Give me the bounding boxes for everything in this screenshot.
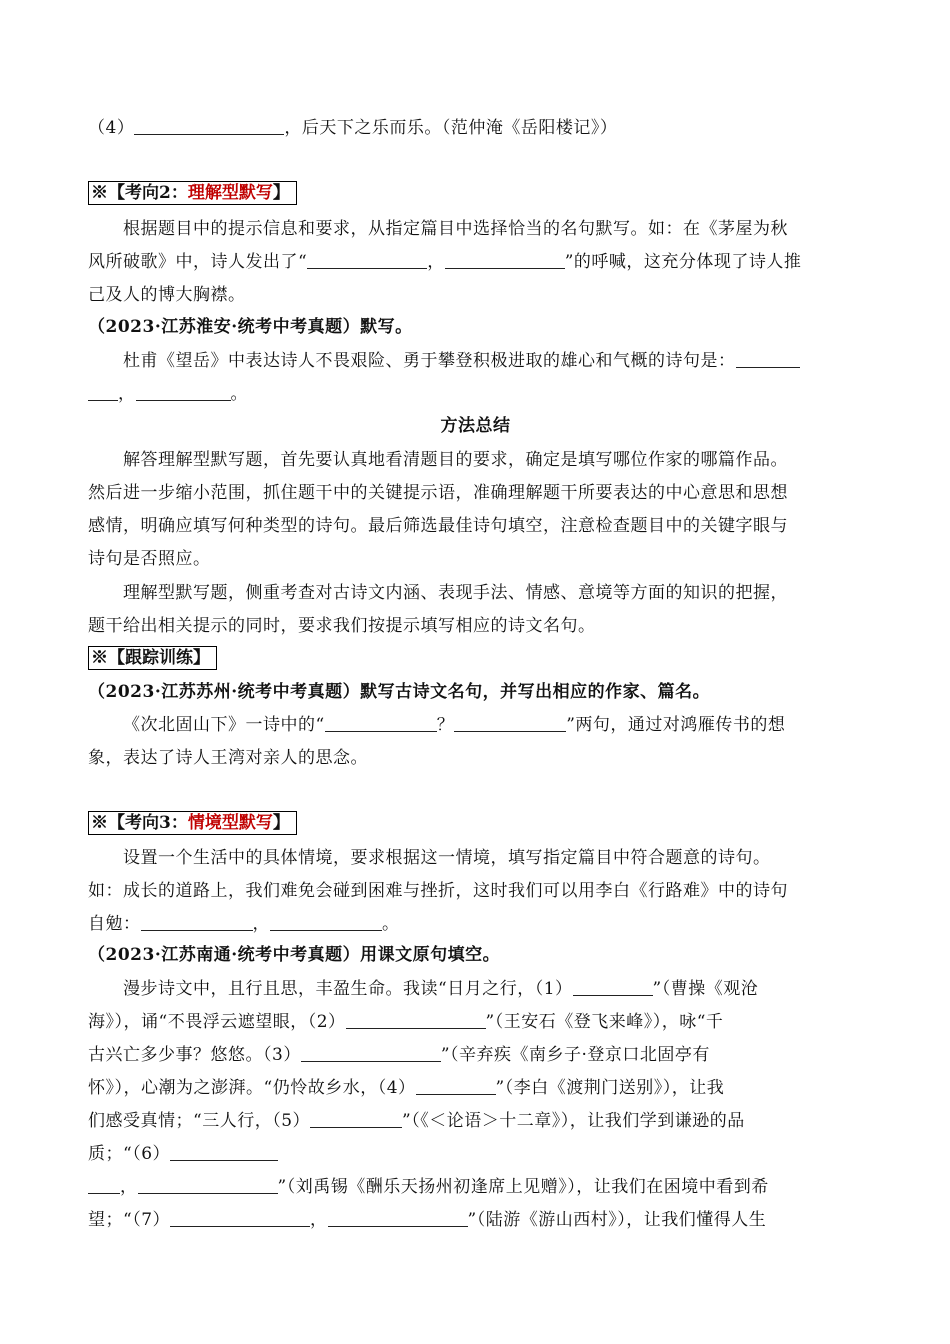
answer-blank[interactable]	[310, 1111, 402, 1128]
answer-blank[interactable]	[136, 384, 231, 401]
answer-blank[interactable]	[88, 1177, 120, 1194]
paragraph-line: 理解型默写题，侧重考查对古诗文内涵、表现手法、情感、意境等方面的知识的把握，	[123, 583, 788, 603]
answer-blank[interactable]	[325, 715, 437, 732]
passage-line: 怀》），心潮为之澎湃。“仍怜故乡水，（4） ”（李白《渡荆门送别》），让我	[88, 1078, 725, 1098]
answer-blank[interactable]	[346, 1012, 486, 1029]
paragraph-line: 感情，明确应填写何种类型的诗句。最后筛选最佳诗句填空，注意检查题目中的关键字眼与	[88, 516, 788, 536]
question-text: 《次北固山下》一诗中的“ ？ ”两句，通过对鸿雁传书的想	[123, 715, 786, 735]
answer-blank[interactable]	[307, 252, 427, 269]
passage-line: ， ”（刘禹锡《酬乐天扬州初逢席上见赠》），让我们在困境中看到希	[88, 1176, 769, 1198]
paragraph-line: 根据题目中的提示信息和要求，从指定篇目中选择恰当的名句默写。如：在《茅屋为秋	[123, 219, 788, 239]
answer-blank[interactable]	[416, 1078, 496, 1095]
method-summary-title: 方法总结	[440, 416, 511, 436]
question-text: 杜甫《望岳》中表达诗人不畏艰险、勇于攀登积极进取的雄心和气概的诗句是：	[88, 350, 800, 372]
answer-blank[interactable]	[88, 384, 118, 401]
paragraph-line: 解答理解型默写题，首先要认真地看清题目的要求，确定是填写哪位作家的哪篇作品。	[123, 450, 788, 470]
answer-blank[interactable]	[134, 118, 284, 135]
paragraph-line: 设置一个生活中的具体情境，要求根据这一情境，填写指定篇目中符合题意的诗句。	[123, 848, 771, 868]
passage-line: 海》），诵“不畏浮云遮望眼，（2） ”（王安石《登飞来峰》），咏“千	[88, 1012, 724, 1032]
answer-blank[interactable]	[138, 1177, 278, 1194]
section-2-heading: ※【考向2：理解型默写】	[88, 181, 297, 205]
answer-blank[interactable]	[454, 715, 566, 732]
passage-line: 质；“（6）	[88, 1143, 278, 1165]
question-text: ， 。	[88, 383, 248, 405]
passage-line: 们感受真情；“三人行，（5） ”（《＜论语＞十二章》），让我们学到谦逊的品	[88, 1111, 745, 1131]
paragraph-line: 己及人的博大胸襟。	[88, 285, 246, 305]
question-title: （2023·江苏南通·统考中考真题）用课文原句填空。	[88, 945, 501, 965]
paragraph-line: 风所破歌》中，诗人发出了“ ， ”的呼喊，这充分体现了诗人推	[88, 252, 802, 272]
paragraph-line: 题干给出相关提示的同时，要求我们按提示填写相应的诗文名句。	[88, 616, 596, 636]
answer-blank[interactable]	[270, 914, 382, 931]
passage-line: 漫步诗文中，且行且思，丰盈生命。我读“日月之行，（1） ”（曹操《观沧	[123, 979, 759, 999]
section-3-heading: ※【考向3：情境型默写】	[88, 811, 297, 835]
answer-blank[interactable]	[573, 979, 653, 996]
paragraph-line: 然后进一步缩小范围，抓住题干中的关键提示语，准确理解题干所要表达的中心意思和思想	[88, 483, 788, 503]
answer-blank[interactable]	[170, 1144, 278, 1161]
answer-blank[interactable]	[301, 1045, 441, 1062]
answer-blank[interactable]	[445, 252, 565, 269]
answer-blank[interactable]	[328, 1210, 468, 1227]
passage-line: 古兴亡多少事？悠悠。（3） ”（辛弃疾《南乡子·登京口北固亭有	[88, 1045, 710, 1065]
item-4-line: （4） ，后天下之乐而乐。（范仲淹《岳阳楼记》）	[88, 118, 618, 138]
answer-blank[interactable]	[736, 351, 800, 368]
question-text: 象，表达了诗人王湾对亲人的思念。	[88, 748, 368, 768]
answer-blank[interactable]	[170, 1210, 310, 1227]
paragraph-line: 诗句是否照应。	[88, 549, 211, 569]
paragraph-line: 自勉： ， 。	[88, 914, 400, 934]
question-title: （2023·江苏苏州·统考中考真题）默写古诗文名句，并写出相应的作家、篇名。	[88, 682, 711, 702]
answer-blank[interactable]	[141, 914, 253, 931]
question-title: （2023·江苏淮安·统考中考真题）默写。	[88, 317, 413, 337]
passage-line: 望；“（7） ， ”（陆游《游山西村》），让我们懂得人生	[88, 1210, 767, 1230]
paragraph-line: 如：成长的道路上，我们难免会碰到困难与挫折，这时我们可以用李白《行路难》中的诗句	[88, 881, 788, 901]
tracking-practice-heading: ※【跟踪训练】	[88, 646, 217, 670]
